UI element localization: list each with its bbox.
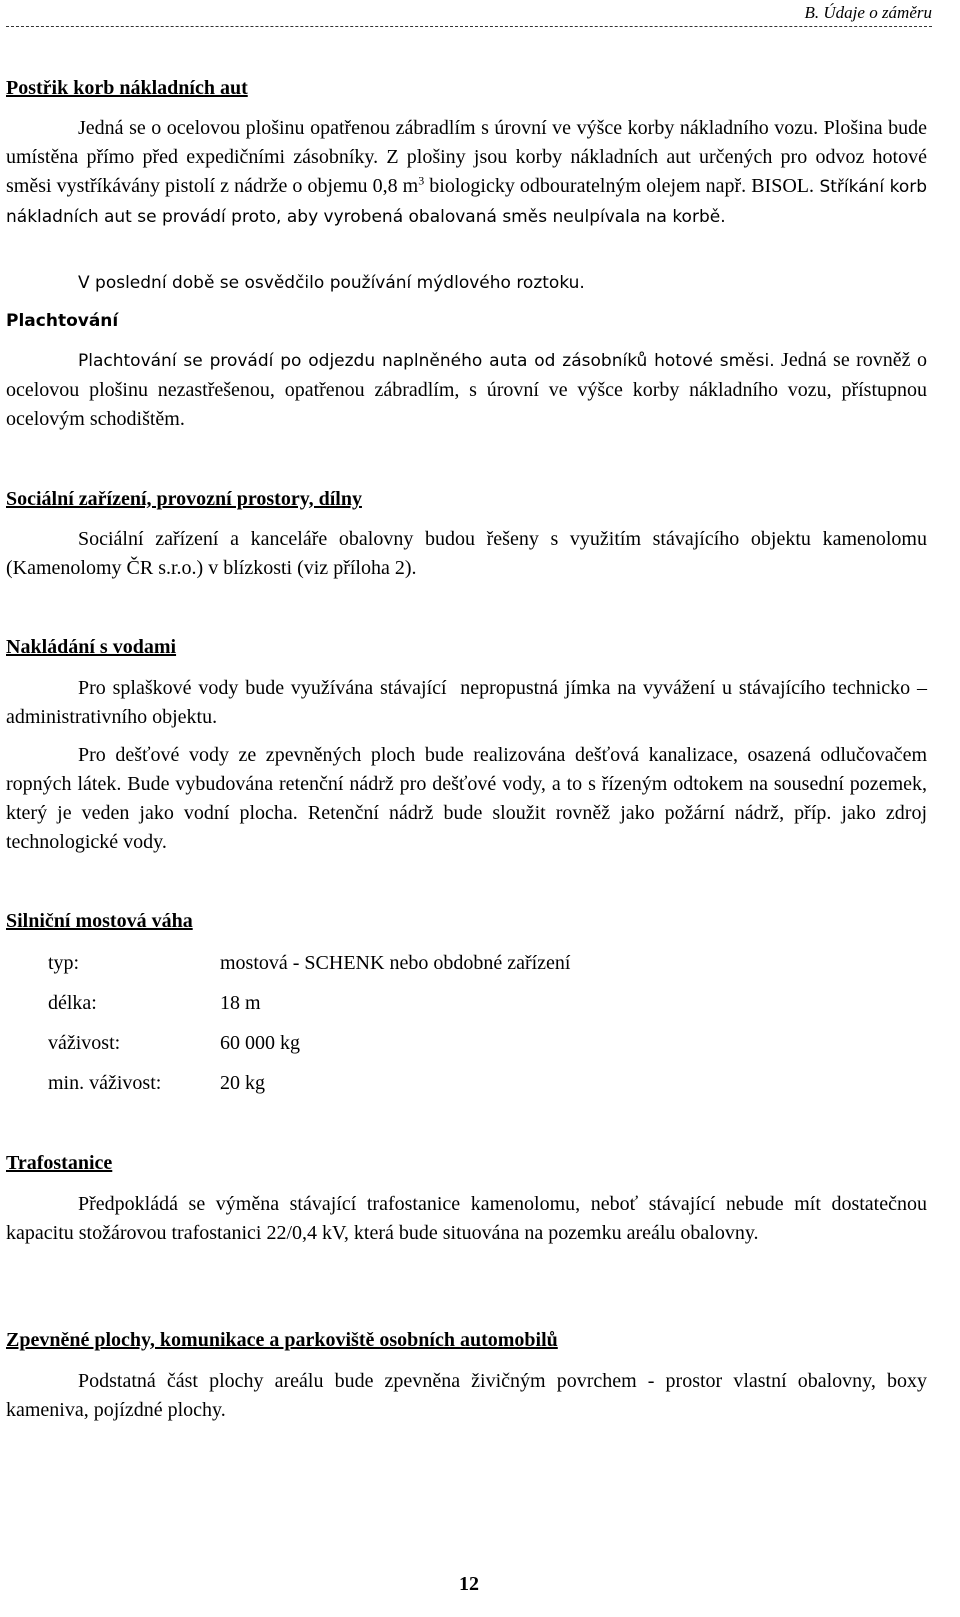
section-heading-social: Sociální zařízení, provozní prostory, dílny <box>6 488 362 510</box>
section-body-water-rain <box>6 741 927 857</box>
section-heading-spray: Postřik korb nákladních aut <box>6 77 248 99</box>
section-body-spray <box>6 114 927 232</box>
text-spray-3: Stříkání korb nákladních aut se provádí proto, aby vyrobená obalovaná směs neulpívala na korbě. <box>6 177 927 227</box>
paragraph-surfaces: Podstatná část plochy areálu bude zpevněna živičným povrchem - prostor vlastní obalovny, boxy kameniva, pojízdné plochy. <box>6 1370 927 1421</box>
spec-value-capacity: 60 000 kg <box>220 1032 300 1054</box>
paragraph-sewage: Pro splaškové vody bude využívána stávající nepropustná jímka na vyvážení u stávajícího technicko – administrativního objektu. <box>6 677 932 728</box>
text-tarp-2: Jedná se rovněž o ocelovou plošinu nezastřešenou, opatřenou zábradlím, s úrovní ve výšce korby nákladního vozu, přístupnou ocelovým schodištěm. <box>6 349 927 430</box>
spec-label-length: délka: <box>48 992 97 1014</box>
paragraph-soap-note: V poslední době se osvědčilo používání mýdlového roztoku. <box>78 273 585 293</box>
paragraph-rainwater: Pro dešťové vody ze zpevněných ploch bude realizována dešťová kanalizace, osazená odlučovačem ropných látek. Bude vybudována retenční nádrž pro dešťové vody, a to s řízeným odtokem na sousední pozemek, který je veden jako vodní plocha. Retenční nádrž bude sloužit rovněž jako požární nádrž, příp. jako zdroj technologické vody. <box>6 744 927 853</box>
paragraph-spray <box>6 114 927 232</box>
paragraph-transformer: Předpokládá se výměna stávající trafostanice kamenolomu, neboť stávající nebude mít dostatečnou kapacitu stožárovou trafostanici 22/0,4 kV, která bude situována na pozemku areálu obalovny. <box>6 1193 927 1244</box>
section-body-surfaces <box>6 1367 927 1425</box>
text-spray-1: Jedná se o ocelovou plošinu opatřenou zábradlím s úrovní ve výšce korby nákladního vozu. Plošina bude umístěna přímo před expedičními zásobníky. Z plošiny jsou korby nákladních aut určených pro odvoz hotové směsi vystříkávány pistolí z nádrže o objemu 0,8 m <box>6 117 927 197</box>
paragraph-social: Sociální zařízení a kanceláře obalovny budou řešeny s využitím stávajícího objektu kamenolomu (Kamenolomy ČR s.r.o.) v blízkosti (viz příloha 2). <box>6 528 927 579</box>
section-body-social <box>6 525 927 583</box>
section-heading-surfaces: Zpevněné plochy, komunikace a parkoviště osobních automobilů <box>6 1329 558 1351</box>
section-heading-transformer: Trafostanice <box>6 1152 113 1174</box>
text-tarp-1: Plachtování se provádí po odjezdu naplněného auta od zásobníků hotové směsi. <box>78 351 775 371</box>
superscript-cubic: 3 <box>418 173 425 188</box>
text-spray-2: biologicky odbouratelným olejem např. BISOL. <box>424 175 814 197</box>
running-header: B. Údaje o záměru <box>804 3 932 22</box>
spec-label-type: typ: <box>48 952 80 974</box>
section-body-water <box>6 674 932 732</box>
section-heading-tarp: Plachtování <box>6 311 119 331</box>
spec-value-length: 18 m <box>220 992 261 1014</box>
section-body-tarp <box>6 346 927 434</box>
spec-label-min-capacity: min. váživost: <box>48 1072 162 1094</box>
page-number: 12 <box>459 1573 479 1595</box>
spec-value-min-capacity: 20 kg <box>220 1072 265 1094</box>
spec-value-type: mostová - SCHENK nebo obdobné zařízení <box>220 952 571 974</box>
section-heading-water: Nakládání s vodami <box>6 636 177 658</box>
paragraph-tarp <box>6 346 927 434</box>
section-body-spray-note <box>6 269 927 298</box>
spec-label-capacity: váživost: <box>48 1032 121 1054</box>
header-divider <box>6 26 932 27</box>
section-heading-scale: Silniční mostová váha <box>6 910 193 932</box>
section-body-transformer <box>6 1190 927 1248</box>
